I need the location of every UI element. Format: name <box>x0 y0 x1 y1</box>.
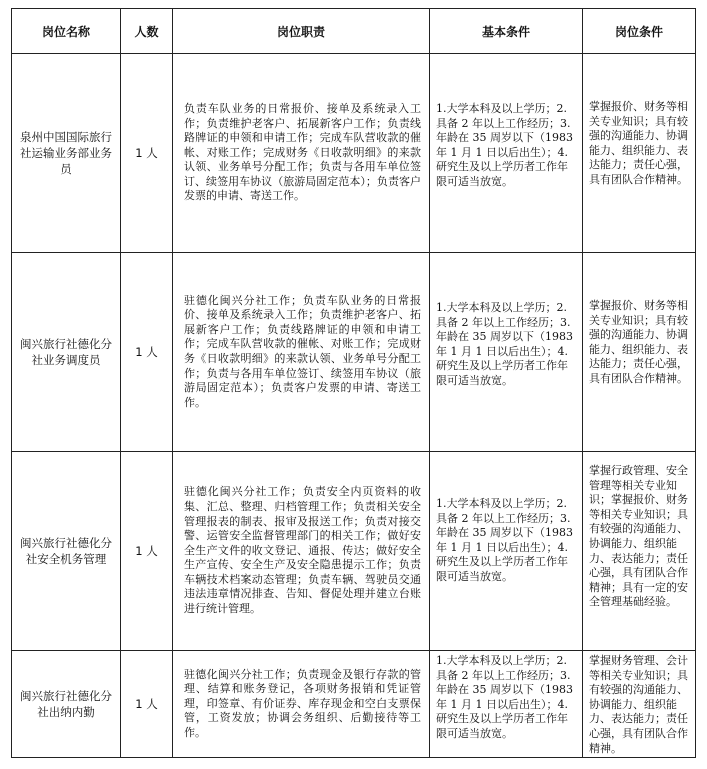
basic-conditions-cell <box>430 54 583 253</box>
position-conditions-cell <box>583 452 696 651</box>
basic-conditions-cell <box>430 651 583 758</box>
recruitment-table-wrapper <box>11 8 696 758</box>
table-row <box>12 54 696 253</box>
position-conditions-cell <box>583 253 696 452</box>
duties-cell: 驻德化闽兴分社工作；负责车队业务的日常报价、接单及系统录入工作；负责维护老客户、拓展新客户工作；负责线路牌证的申领和申请工作；完成车队营收款的催帐、对账工作；完成财务《日收款明细》的来款认领、业务单号分配工作；负责与各用车单位签订、续签用车协议（旅游局固定范本）；负责客户发票的申请、寄送工作。 <box>173 253 430 452</box>
basic-conditions-text: 1.大学本科及以上学历；2.具备 2 年以上工作经历；3.年龄在 35 周岁以下（1983 年 1 月 1 日以后出生）；4.研究生及以上学历者工作年限可适当放宽。 <box>436 301 573 387</box>
basic-conditions-cell <box>430 452 583 651</box>
duties-cell: 驻德化闽兴分社工作；负责现金及银行存款的管理、结算和账务登记，各项财务报销和凭证管理，印签章、有价证券、库存现金和空白支票保管，工资发放；协调会务组织、后勤接待等工作。 <box>173 651 430 758</box>
table-row <box>12 253 696 452</box>
position-name-cell: 闽兴旅行社德化分社安全机务管理 <box>12 452 121 651</box>
header-duties: 岗位职责 <box>173 9 430 54</box>
table-row <box>12 651 696 758</box>
recruitment-table <box>11 8 696 758</box>
position-name-cell: 泉州中国国际旅行社运输业务部业务员 <box>12 54 121 253</box>
basic-conditions-cell <box>430 253 583 452</box>
position-name-cell: 闽兴旅行社德化分社出纳内勤 <box>12 651 121 758</box>
duties-cell: 驻德化闽兴分社工作；负责安全内页资料的收集、汇总、整理、归档管理工作；负责相关安全管理报表的制表、报审及报送工作；负责对接交警、运管安全监督管理部门的相关工作；做好安全生产文件的收文登记、通报、传达；做好安全生产宣传、安全生产及安全隐患提示工作；负责车辆技术档案动态管理；负责车辆、驾驶员交通违法违章情况排查、告知、督促处理并建立台账进行统计管理。 <box>173 452 430 651</box>
basic-conditions-text: 1.大学本科及以上学历；2.具备 2 年以上工作经历；3.年龄在 35 周岁以下（1983 年 1 月 1 日以后出生）；4.研究生及以上学历者工作年限可适当放宽。 <box>436 654 573 740</box>
basic-conditions-text: 1.大学本科及以上学历；2.具备 2 年以上工作经历；3.年龄在 35 周岁以下（1983 年 1 月 1 日以后出生）；4.研究生及以上学历者工作年限可适当放宽。 <box>436 497 573 583</box>
headcount-cell: 1 人 <box>121 651 173 758</box>
header-row <box>12 9 696 54</box>
headcount-cell: 1 人 <box>121 452 173 651</box>
header-position-conditions: 岗位条件 <box>583 9 696 54</box>
position-conditions-text: 掌握报价、财务等相关专业知识；具有较强的沟通能力、协调能力、组织能力、表达能力；责任心强，具有团队合作精神。 <box>589 299 688 385</box>
header-position-name: 岗位名称 <box>12 9 121 54</box>
header-count: 人数 <box>121 9 173 54</box>
position-name-cell: 闽兴旅行社德化分社业务调度员 <box>12 253 121 452</box>
header-basic-conditions: 基本条件 <box>430 9 583 54</box>
position-conditions-text: 掌握财务管理、会计等相关专业知识；具有较强的沟通能力、协调能力、组织能力、表达能力；责任心强，具有团队合作精神。 <box>589 654 688 755</box>
duties-cell: 负责车队业务的日常报价、接单及系统录入工作；负责维护老客户、拓展新客户工作；负责线路牌证的申领和申请工作；完成车队营收款的催帐、对账工作；完成财务《日收款明细》的来款认领、业务单号分配工作；负责与各用车单位签订、续签用车协议（旅游局固定范本）；负责客户发票的申请、寄送工作。 <box>173 54 430 253</box>
headcount-cell: 1 人 <box>121 253 173 452</box>
position-conditions-cell <box>583 651 696 758</box>
position-conditions-text: 掌握报价、财务等相关专业知识；具有较强的沟通能力、协调能力、组织能力、表达能力；责任心强，具有团队合作精神。 <box>589 100 688 186</box>
headcount-cell: 1 人 <box>121 54 173 253</box>
basic-conditions-text: 1.大学本科及以上学历；2.具备 2 年以上工作经历；3.年龄在 35 周岁以下（1983 年 1 月 1 日以后出生）；4.研究生及以上学历者工作年限可适当放宽。 <box>436 102 573 188</box>
table-row <box>12 452 696 651</box>
position-conditions-cell <box>583 54 696 253</box>
position-conditions-text: 掌握行政管理、安全管理等相关专业知识；掌握报价、财务等相关专业知识；具有较强的沟通能力、协调能力、组织能力、表达能力；责任心强，具有团队合作精神；具有一定的安全管理基础经验。 <box>589 464 688 609</box>
